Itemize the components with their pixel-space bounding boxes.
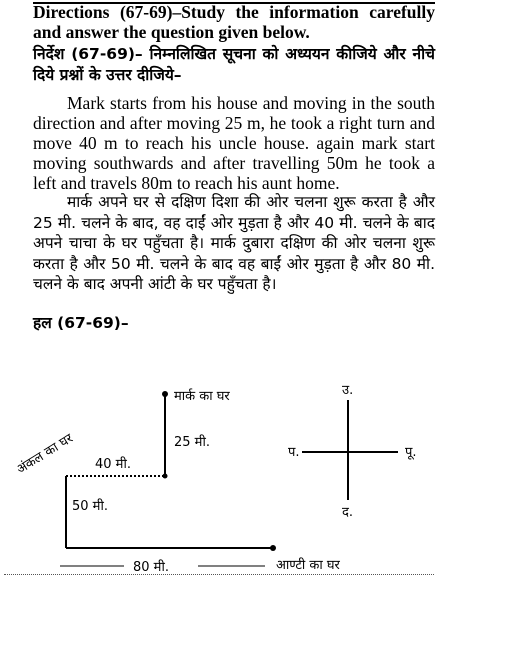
compass-south-label: द. — [342, 505, 354, 520]
uncle-house-label: अंकल का घर — [14, 431, 76, 478]
compass-west-label: प. — [288, 445, 300, 460]
aunt-house-label: आण्टी का घर — [276, 558, 340, 573]
dist-50-label: 50 मी. — [72, 499, 108, 514]
compass-east-label: पू. — [405, 445, 417, 460]
passage-hindi: मार्क अपने घर से दक्षिण दिशा की ओर चलना शुरू करता है और 25 मी. चलने के बाद, वह दाईं ओर मुड़ता है और 40 मी. चलने के बाद अपने चाचा के घर पहुँचता है। मार्क दुबारा दक्षिण की ओर चलना शुरू करता है और 50 मी. चलने के बाद वह बाईं ओर मुड़ता है और 80 मी. चलने के बाद अपनी आंटी के घर पहुँचता है। — [33, 193, 435, 293]
passage-english: Mark starts from his house and moving in the south direction and after moving 25 m, he took a right turn and move 40 m to reach his uncle house. again mark start moving southwards and after travelling 50m he took a left and travels 80m to reach his aunt home. — [33, 93, 435, 193]
direction-diagram — [0, 370, 528, 580]
mark-house-dot — [162, 391, 168, 397]
directions-hindi: निर्देश (67-69)– निम्नलिखित सूचना को अध्ययन कीजिये और नीचे दिये प्रश्नों के उत्तर दीजिये– — [33, 45, 435, 84]
bottom-rule — [4, 574, 434, 575]
mark-house-label: मार्क का घर — [174, 389, 230, 404]
solution-heading: हल (67-69)– — [33, 314, 129, 332]
dist-25-label: 25 मी. — [174, 435, 210, 450]
compass-north-label: उ. — [342, 383, 354, 398]
directions-english: Directions (67-69)–Study the information carefully and answer the question given below. — [33, 2, 435, 42]
dist-80-label: 80 मी. — [133, 560, 169, 575]
turn-point-dot — [163, 474, 168, 479]
aunt-house-dot — [270, 545, 276, 551]
dist-40-label: 40 मी. — [95, 457, 131, 472]
